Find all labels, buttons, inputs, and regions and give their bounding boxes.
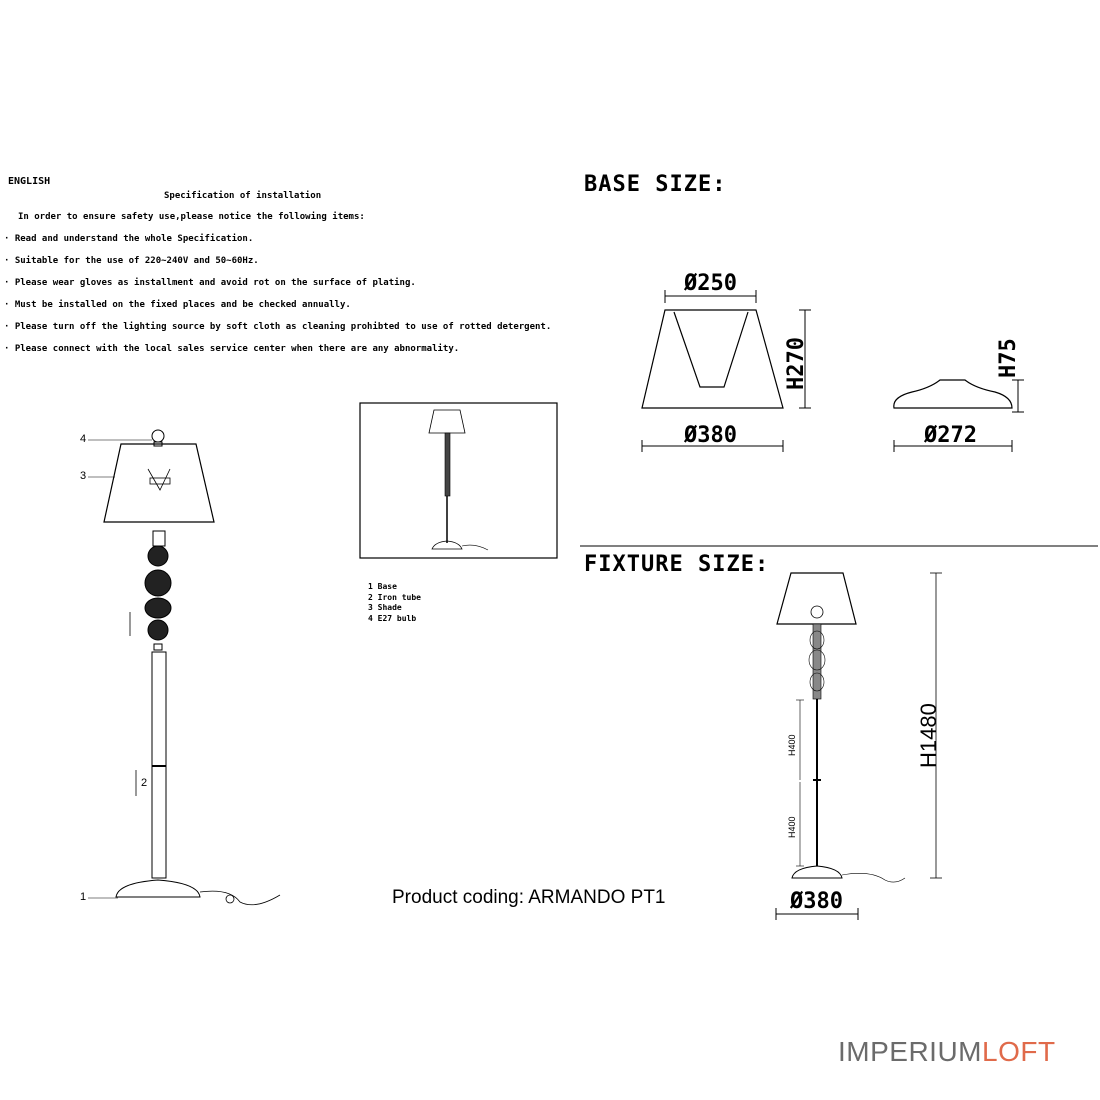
legend-item: 1 Base bbox=[368, 582, 397, 591]
legend-item: 3 Shade bbox=[368, 603, 402, 612]
shade-height: H270 bbox=[784, 337, 809, 390]
spec-item-text: Must be installed on the fixed places and be checked annually. bbox=[14, 300, 351, 310]
callout-base: 1 bbox=[80, 891, 87, 903]
shade-top-diameter: Ø250 bbox=[684, 271, 737, 296]
spec-item-text: Please wear gloves as installment and avoid rot on the surface of plating. bbox=[14, 278, 416, 288]
inset-lamp-drawing bbox=[360, 403, 557, 558]
fixture-size-title: FIXTURE SIZE: bbox=[584, 552, 770, 577]
tube-upper-height: H400 bbox=[787, 734, 797, 756]
parts-legend bbox=[368, 582, 421, 624]
spec-item-text: Please connect with the local sales service center when there are any abnormality. bbox=[14, 344, 460, 354]
callout-bulb: 4 bbox=[80, 433, 87, 445]
brand-logo bbox=[838, 1036, 1056, 1068]
bullet: · bbox=[4, 256, 10, 266]
brand-name-part2: LOFT bbox=[982, 1036, 1056, 1067]
shade-bottom-diameter: Ø380 bbox=[684, 423, 737, 448]
bullet: · bbox=[4, 322, 10, 332]
fixture-total-height: H1480 bbox=[916, 703, 941, 768]
brand-name-part1: IMPERIUM bbox=[838, 1036, 982, 1067]
base-size-title: BASE SIZE: bbox=[584, 172, 727, 197]
bullet: · bbox=[4, 300, 10, 310]
fixture-diameter: Ø380 bbox=[790, 889, 843, 914]
spec-title: Specification of installation bbox=[164, 191, 322, 201]
exploded-lamp-drawing bbox=[88, 430, 280, 905]
bullet: · bbox=[4, 234, 10, 244]
spec-item-text: Suitable for the use of 220~240V and 50~60Hz. bbox=[14, 256, 259, 266]
spec-intro: In order to ensure safety use,please notice the following items: bbox=[18, 212, 365, 222]
tube-lower-height: H400 bbox=[787, 816, 797, 838]
legend-item: 2 Iron tube bbox=[368, 592, 421, 602]
bullet: · bbox=[4, 278, 10, 288]
language-heading: ENGLISH bbox=[8, 176, 51, 187]
base-diameter: Ø272 bbox=[924, 423, 977, 448]
bullet: · bbox=[4, 344, 10, 354]
callout-shade: 3 bbox=[80, 470, 87, 482]
legend-item: 4 E27 bulb bbox=[368, 613, 417, 623]
callout-tube: 2 bbox=[141, 777, 148, 789]
base-height: H75 bbox=[996, 338, 1021, 378]
product-coding: Product coding: ARMANDO PT1 bbox=[392, 887, 666, 908]
spec-item-text: Please turn off the lighting source by soft cloth as cleaning prohibted to use of rotted detergent. bbox=[14, 322, 552, 332]
spec-item-text: Read and understand the whole Specification. bbox=[14, 234, 254, 244]
